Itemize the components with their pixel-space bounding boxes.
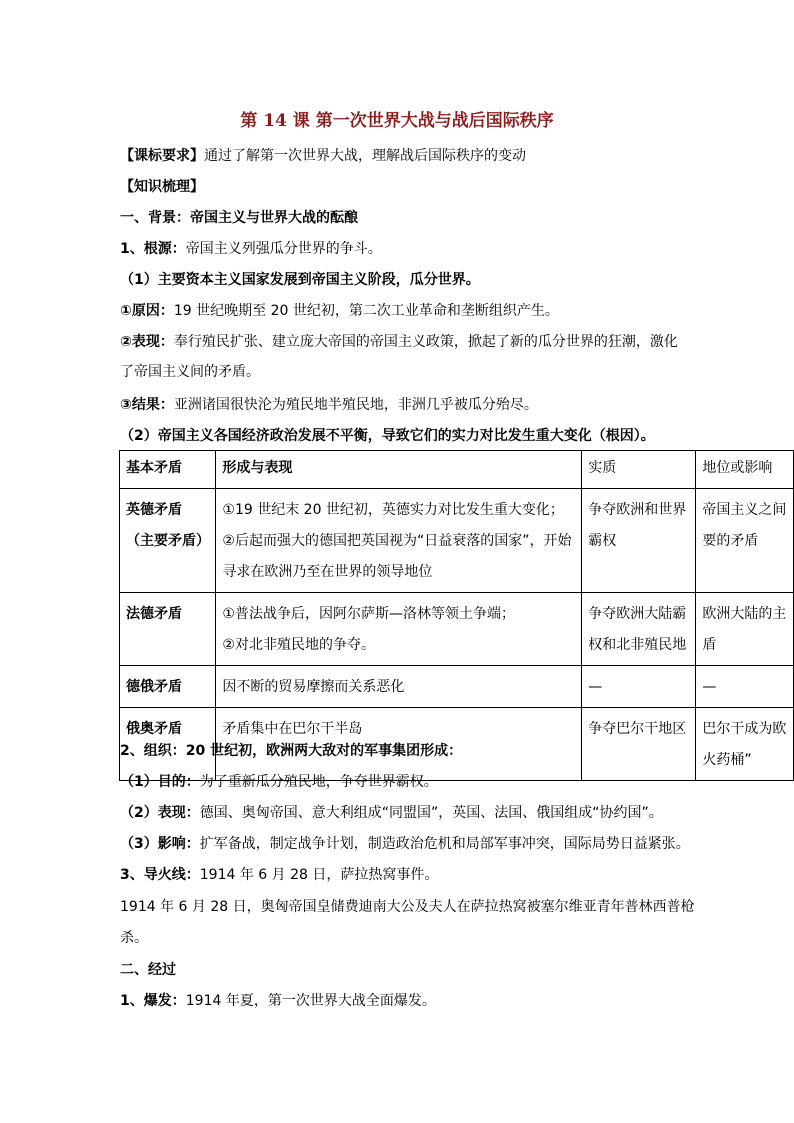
table-row [120,593,794,666]
cause-text: 19 世纪晚期至 20 世纪初，第二次工业革命和垄断组织产生。 [173,303,559,319]
name-line: 法德矛盾 [126,606,182,622]
organization-label: 2、组织： [120,743,186,759]
influence-text: 扩军备战，制定战争计划，制造政治危机和局部军事冲突，国际局势日益紧张。 [199,836,690,852]
influence-label: （3）影响： [120,836,200,852]
result-text: 亚洲诸国很快沦为殖民地半殖民地，非洲几乎被瓜分殆尽。 [173,397,538,413]
contradiction-name [120,489,216,593]
impact-line: 巴尔干成为欧 [702,721,787,737]
formation-cell [216,489,582,593]
impact-line: 盾 [702,637,717,653]
performance-label: （2）表现： [120,805,200,821]
aim-label: （1）目的： [120,774,200,790]
point-2: （2）帝国主义各国经济政治发展不平衡，导致它们的实力对比发生重大变化（根因）。 [120,428,655,444]
impact-cell [696,489,794,593]
contradiction-name: 俄奥矛盾 [120,708,216,781]
header-cell: 实质 [582,451,696,489]
table-row [120,489,794,593]
essence-cell: 争夺巴尔干地区 [582,708,696,781]
formation-line: ②后起而强大的德国把英国视为“日益衰落的国家”，开始 [222,533,572,549]
impact-cell [696,708,794,781]
impact-line: 火药桶” [702,752,752,768]
essence-line: 争夺欧洲大陆霸 [588,606,687,622]
formation-line: 寻求在欧洲乃至在世界的领导地位 [222,564,433,580]
performance-text: 德国、奥匈帝国、意大利组成“同盟国”，英国、法国、俄国组成“协约国”。 [199,805,663,821]
fuse-detail-continued: 杀。 [120,930,148,946]
outbreak-label: 1、爆发： [120,993,186,1009]
manifestation-continued: 了帝国主义间的矛盾。 [120,364,260,380]
essence-cell [582,593,696,666]
table-row [120,666,794,708]
cause-line [120,301,559,321]
essence-cell: — [582,666,696,708]
curriculum-text: 通过了解第一次世界大战，理解战后国际秩序的变动 [204,148,526,164]
impact-cell [696,593,794,666]
contradiction-name: 德俄矛盾 [120,666,216,708]
name-line: 英德矛盾 [126,502,182,518]
section-2-heading: 二、经过 [120,962,176,978]
page-title: 第 14 课 第一次世界大战与战后国际秩序 [240,111,554,131]
formation-cell [216,593,582,666]
header-cell: 基本矛盾 [120,451,216,489]
header-cell: 形成与表现 [216,451,582,489]
root-label: 1、根源： [120,241,186,257]
manifestation-text: 奉行殖民扩张、建立庞大帝国的帝国主义政策，掀起了新的瓜分世界的狂潮，激化 [173,334,678,350]
manifestation-label: ②表现： [120,334,174,350]
formation-line: ①19 世纪末 20 世纪初，英德实力对比发生重大变化； [222,502,564,518]
contradiction-name [120,593,216,666]
root-cause [120,239,382,259]
influence-line [120,834,690,854]
name-line: （主要矛盾） [126,533,210,549]
manifestation-line [120,332,678,352]
header-cell: 地位或影响 [696,451,794,489]
point-1: （1）主要资本主义国家发展到帝国主义阶段，瓜分世界。 [120,272,480,288]
formation-line: ②对北非殖民地的争夺。 [222,637,375,653]
result-label: ③结果： [120,397,174,413]
fuse-line [120,865,438,885]
root-text: 帝国主义列强瓜分世界的争斗。 [185,241,382,257]
curriculum-requirement [120,146,526,166]
performance-line [120,803,663,823]
organization-text: 20 世纪初，欧洲两大敌对的军事集团形成： [185,743,463,759]
aim-line [120,772,438,792]
result-line [120,395,538,415]
organization-line [120,741,462,761]
outbreak-line [120,991,436,1011]
impact-line: 要的矛盾 [702,533,759,549]
formation-cell: 矛盾集中在巴尔干半岛 [216,708,582,781]
outbreak-text: 1914 年夏，第一次世界大战全面爆发。 [185,993,436,1009]
essence-line: 霸权 [588,533,617,549]
essence-line: 权和北非殖民地 [588,637,687,653]
cause-label: ①原因： [120,303,174,319]
contradictions-table [119,450,794,781]
formation-line: ①普法战争后，因阿尔萨斯—洛林等领土争端； [222,606,515,622]
knowledge-heading: 【知识梳理】 [120,179,204,195]
fuse-label: 3、导火线： [120,867,200,883]
curriculum-label: 【课标要求】 [120,148,204,164]
fuse-text: 1914 年 6 月 28 日，萨拉热窝事件。 [199,867,439,883]
table-header-row [120,451,794,489]
essence-line: 争夺欧洲和世界 [588,502,687,518]
aim-text: 为了重新瓜分殖民地，争夺世界霸权。 [199,774,438,790]
fuse-detail: 1914 年 6 月 28 日，奥匈帝国皇储费迪南大公及夫人在萨拉热窝被塞尔维亚青年普林西普枪 [120,899,695,915]
formation-cell: 因不断的贸易摩擦而关系恶化 [216,666,582,708]
impact-line: 欧洲大陆的主 [702,606,787,622]
essence-cell [582,489,696,593]
impact-cell: — [696,666,794,708]
impact-line: 帝国主义之间 [702,502,787,518]
section-1-heading: 一、背景：帝国主义与世界大战的酝酿 [120,210,358,226]
